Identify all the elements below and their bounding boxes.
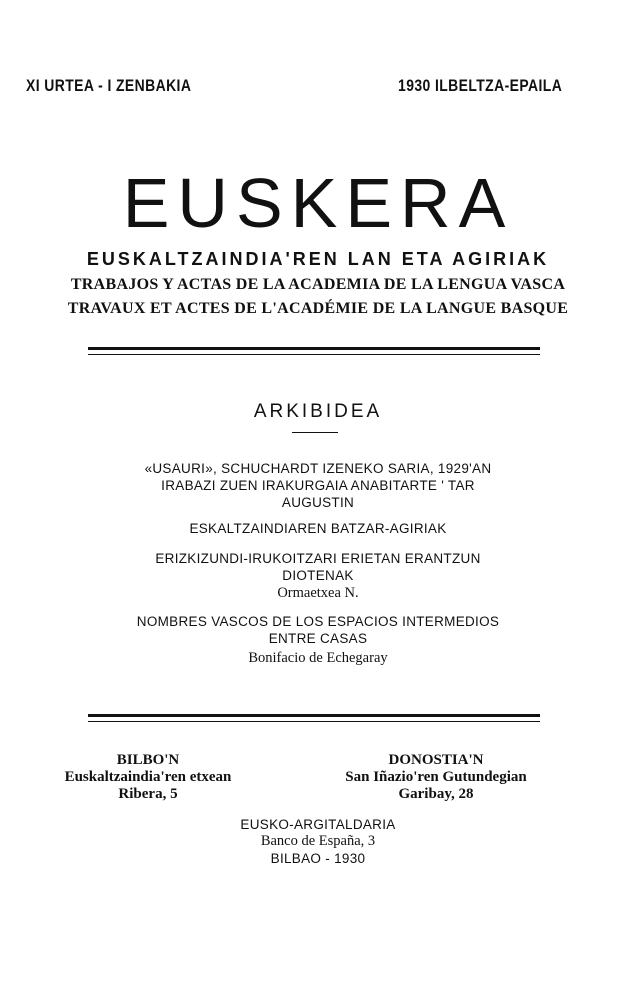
address-street: Garibay, 28	[398, 786, 474, 802]
address-bilbao	[28, 752, 268, 803]
contents-item-line: «USAURI», SCHUCHARDT IZENEKO SARIA, 1929'AN	[144, 461, 492, 476]
publisher-block	[0, 816, 636, 867]
subtitle-french: TRAVAUX ET ACTES DE L'ACADÉMIE DE LA LANGUE BASQUE	[67, 300, 569, 317]
contents-item-line: IRABAZI ZUEN IRAKURGAIA ANABITARTE ' TAR	[161, 478, 475, 493]
contents-item-author: Bonifacio de Echegaray	[248, 650, 388, 666]
contents-item-line: ERIZKIZUNDI-IRUKOITZARI ERIETAN ERANTZUN	[155, 551, 481, 566]
address-donostia	[330, 752, 542, 803]
publisher-address: Banco de España, 3	[260, 833, 376, 849]
top-divider-thin	[88, 354, 540, 355]
publisher-city-year: BILBAO - 1930	[270, 851, 366, 866]
top-divider-thick	[88, 347, 540, 350]
contents-item-author: Ormaetxea N.	[277, 585, 359, 601]
address-city: DONOSTIA'N	[388, 752, 484, 768]
address-city: BILBO'N	[116, 752, 180, 768]
publisher-name: EUSKO-ARGITALDARIA	[240, 817, 396, 832]
address-street: Ribera, 5	[118, 786, 178, 802]
bottom-divider-thin	[88, 721, 540, 722]
contents-item-1	[0, 460, 636, 511]
contents-item-line: AUGUSTIN	[281, 495, 355, 510]
address-place: San Iñazio'ren Gutundegian	[345, 769, 527, 785]
subtitle-spanish: TRABAJOS Y ACTAS DE LA ACADEMIA DE LA LENGUA VASCA	[70, 276, 566, 293]
issue-date: 1930 ILBELTZA-EPAILA	[397, 76, 562, 95]
contents-item-line: ENTRE CASAS	[268, 631, 368, 646]
subtitle-basque: EUSKALTZAINDIA'REN LAN ETA AGIRIAK	[86, 249, 550, 269]
contents-item-2	[0, 520, 636, 537]
contents-item-line: ESKALTZAINDIAREN BATZAR-AGIRIAK	[189, 521, 447, 536]
contents-item-4	[0, 613, 636, 647]
contents-item-line: DIOTENAK	[282, 568, 354, 583]
issue-number: XI URTEA - I ZENBAKIA	[26, 76, 192, 95]
contents-item-3	[0, 550, 636, 584]
bottom-divider-thick	[88, 714, 540, 717]
contents-item-line: NOMBRES VASCOS DE LOS ESPACIOS INTERMEDIOS	[136, 614, 500, 629]
contents-heading-underline	[292, 432, 338, 433]
contents-heading: ARKIBIDEA	[253, 401, 383, 422]
address-place: Euskaltzaindia'ren etxean	[64, 769, 232, 785]
journal-title: EUSKERA	[122, 164, 514, 242]
